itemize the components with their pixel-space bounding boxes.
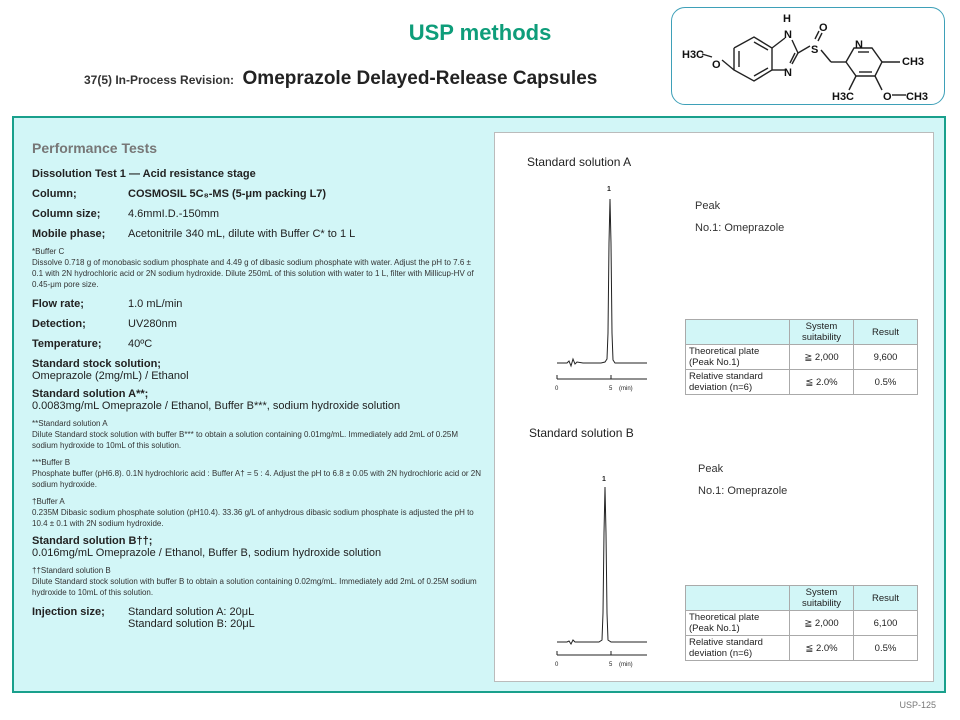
chrom-b-peak-item: No.1: Omeprazole: [698, 485, 788, 497]
dissolution-row: [32, 168, 482, 180]
chemical-structure-box: [671, 7, 945, 105]
chrom-a-suitability-table: [685, 319, 918, 395]
chrom-a-trace: [557, 199, 647, 366]
table-cell: ≦ 2.0%: [790, 370, 854, 395]
temp-value: 40ºC: [128, 338, 153, 350]
chrom-b-peak-info: [698, 458, 787, 502]
std-b-note-body: Dilute Standard stock solution with buffer B to obtain a solution containing 0.02mg/mL. Immediately add 2mL of 0.25M sodium hydroxide to 10mL of this solution.: [32, 577, 477, 597]
struct-ch3-b2: CH3: [906, 91, 929, 103]
struct-s: S: [811, 44, 819, 56]
chromatogram-b: [555, 473, 655, 673]
std-a-note-body: Dilute Standard stock solution with buffer B*** to obtain a solution containing 0.01mg/mL. Immediately add 2mL of 0.25M sodium hydroxide to 10mL of this solution.: [32, 430, 459, 450]
struct-ch3-r1: CH3: [902, 56, 925, 68]
colsize-key: Column size;: [32, 208, 101, 220]
table-cell: 6,100: [854, 611, 918, 636]
injection-value-b: Standard solution B: 20μL: [128, 618, 255, 630]
std-a-title: Standard solution A**;: [32, 388, 149, 400]
stock-body: Omeprazole (2mg/mL) / Ethanol: [32, 370, 189, 382]
table-cell: Relative standard deviation (n=6): [686, 636, 790, 661]
table-header-suitability: System suitability: [790, 320, 854, 345]
page-number: USP-125: [899, 700, 936, 710]
buffer-c-note: [32, 246, 482, 290]
buffer-a-note: [32, 496, 482, 529]
chrom-b-axis-5: 5: [609, 662, 613, 668]
struct-n2: N: [784, 67, 792, 79]
table-row: [686, 611, 918, 636]
chrom-b-peak-number: 1: [602, 476, 606, 483]
table-header-result: Result: [854, 320, 918, 345]
std-a-note: [32, 418, 482, 451]
struct-o-sulf: O: [819, 22, 828, 34]
omeprazole-structure-diagram: [672, 8, 946, 106]
table-cell: Theoretical plate (Peak No.1): [686, 611, 790, 636]
injection-values: [128, 606, 482, 630]
injection-key: Injection size;: [32, 606, 105, 618]
chrom-b-trace: [557, 487, 647, 644]
chrom-b-peak-title: Peak: [698, 463, 724, 475]
dissolution-label: Dissolution Test 1 — Acid resistance stage: [32, 168, 256, 180]
colsize-value: 4.6mmI.D.-150mm: [128, 208, 220, 220]
injection-value-a: Standard solution A: 20μL: [128, 606, 255, 618]
chrom-a-label: Standard solution A: [527, 155, 632, 169]
chrom-a-peak-number: 1: [607, 186, 611, 193]
chrom-b-suitability-table: [685, 585, 918, 661]
page-title: USP methods: [408, 20, 552, 45]
table-cell: 0.5%: [854, 370, 918, 395]
table-cell: ≧ 2,000: [790, 345, 854, 370]
buffer-a-title: †Buffer A: [32, 497, 65, 506]
table-cell: Theoretical plate (Peak No.1): [686, 345, 790, 370]
chrom-a-axis-unit: (min): [619, 386, 633, 392]
revision-label: 37(5) In-Process Revision:: [84, 73, 235, 87]
std-a-body: 0.0083mg/mL Omeprazole / Ethanol, Buffer B***, sodium hydroxide solution: [32, 400, 401, 412]
flow-key: Flow rate;: [32, 298, 84, 310]
struct-o-meth: O: [712, 59, 721, 71]
detect-row: [32, 318, 482, 330]
std-b-note: [32, 565, 482, 598]
table-cell: Relative standard deviation (n=6): [686, 370, 790, 395]
temp-row: [32, 338, 482, 350]
table-cell: 9,600: [854, 345, 918, 370]
table-cell: ≦ 2.0%: [790, 636, 854, 661]
table-header-result: Result: [854, 586, 918, 611]
std-b-body: 0.016mg/mL Omeprazole / Ethanol, Buffer B, sodium hydroxide solution: [32, 547, 382, 559]
chrom-a-peak-title: Peak: [695, 200, 721, 212]
content-panel: [12, 116, 946, 693]
table-row: [686, 636, 918, 661]
product-name: Omeprazole Delayed-Release Capsules: [242, 68, 598, 89]
buffer-b-body: Phosphate buffer (pH6.8). 0.1N hydrochloric acid : Buffer A† = 5 : 4. Adjust the pH to 6.8 ± 0.05 with 2N hydrochloric acid or 2N sodium hydroxide.: [32, 469, 482, 489]
chrom-b-axis-unit: (min): [619, 662, 633, 668]
detect-key: Detection;: [32, 318, 86, 330]
chrom-a-peak-item: No.1: Omeprazole: [695, 222, 785, 234]
method-details: [32, 140, 482, 630]
chromatogram-a: [555, 183, 655, 398]
chrom-a-axis-0: 0: [555, 386, 559, 392]
injection-row: [32, 606, 482, 630]
mobile-row: [32, 228, 482, 240]
chrom-b-axis-0: 0: [555, 662, 559, 668]
table-corner-cell: [686, 586, 790, 611]
chromatogram-panel: [494, 132, 934, 682]
chrom-a-axis-5: 5: [609, 386, 613, 392]
table-row: [686, 586, 918, 611]
struct-o-meth2: O: [883, 91, 892, 103]
stock-title: Standard stock solution;: [32, 358, 161, 370]
temp-key: Temperature;: [32, 338, 102, 350]
table-row: [686, 320, 918, 345]
table-corner-cell: [686, 320, 790, 345]
std-a-note-title: **Standard solution A: [32, 419, 108, 428]
struct-ch3-left: H3C: [682, 49, 705, 61]
detect-value: UV280nm: [128, 318, 177, 330]
struct-h: H: [783, 13, 791, 25]
table-cell: 0.5%: [854, 636, 918, 661]
struct-n1: N: [784, 29, 792, 41]
flow-row: [32, 298, 482, 310]
flow-value: 1.0 mL/min: [128, 298, 183, 310]
struct-n3: N: [855, 39, 863, 51]
table-header-suitability: System suitability: [790, 586, 854, 611]
column-row: [32, 188, 482, 200]
buffer-b-title: ***Buffer B: [32, 458, 71, 467]
buffer-a-body: 0.235M Dibasic sodium phosphate solution (pH10.4). 33.36 g/L of anhydrous dibasic sodium phosphate is adjusted the pH to 10.4 ± 0.1 with 2N sodium hydroxide.: [32, 508, 474, 528]
mobile-value: Acetonitrile 340 mL, dilute with Buffer C* to 1 L: [128, 228, 356, 240]
buffer-c-title: *Buffer C: [32, 247, 65, 256]
performance-heading: Performance Tests: [32, 140, 158, 156]
colsize-row: [32, 208, 482, 220]
mobile-key: Mobile phase;: [32, 228, 106, 240]
table-row: [686, 345, 918, 370]
subtitle: [84, 68, 597, 90]
table-cell: ≧ 2,000: [790, 611, 854, 636]
column-value: COSMOSIL 5C₈-MS (5-μm packing L7): [128, 188, 327, 200]
chrom-b-label: Standard solution B: [529, 426, 634, 440]
table-row: [686, 370, 918, 395]
struct-ch3-b1: H3C: [832, 91, 855, 103]
buffer-b-note: [32, 457, 482, 490]
chrom-a-peak-info: [695, 195, 784, 239]
std-b-note-title: ††Standard solution B: [32, 566, 111, 575]
buffer-c-body: Dissolve 0.718 g of monobasic sodium phosphate and 4.49 g of dibasic sodium phosphate with water. Adjust the pH to 7.6 ± 0.1 with 2N hydrochloric acid or 2N sodium hydroxide. Dilute 250mL of this solution with water to 1 L, filter with Millicup-HV of 0.45-μm pore size.: [32, 258, 474, 289]
std-b-title: Standard solution B††;: [32, 535, 153, 547]
column-key: Column;: [32, 188, 77, 200]
